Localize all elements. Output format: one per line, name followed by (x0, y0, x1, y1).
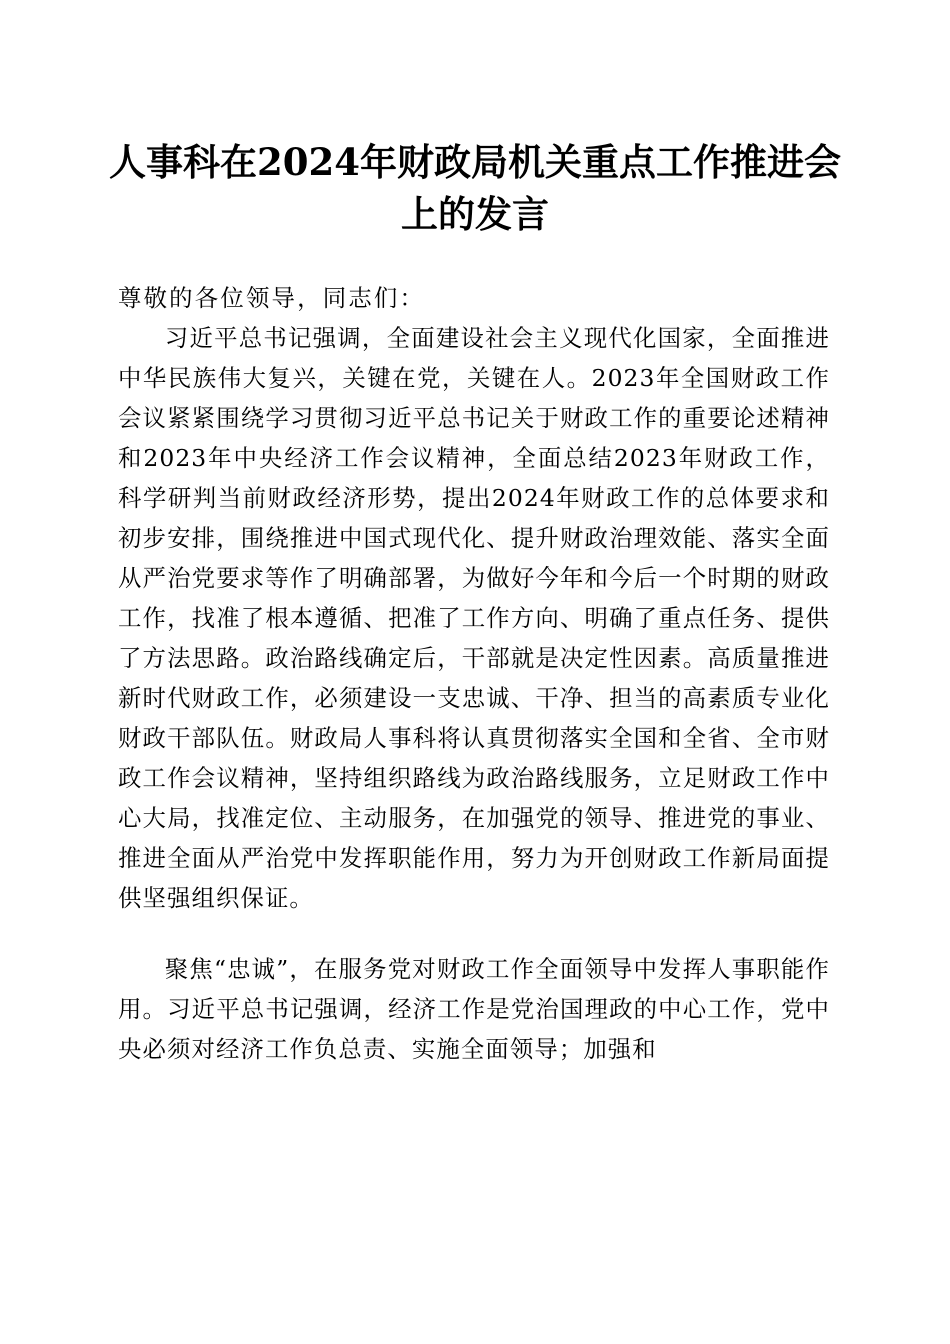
title-line-2: 上的发言 (401, 192, 549, 236)
paragraph-1: 习近平总书记强调，全面建设社会主义现代化国家，全面推进中华民族伟大复兴，关键在党，关键在人。2023年全国财政工作会议紧紧围绕学习贯彻习近平总书记关于财政工作的重要论述精神和2023年中央经济工作会议精神，全面总结2023年财政工作，科学研判当前财政经济形势，提出2024年财政工作的总体要求和初步安排，围绕推进中国式现代化、提升财政治理效能、落实全面从严治党要求等作了明确部署，为做好今年和今后一个时期的财政工作，找准了根本遵循、把准了工作方向、明确了重点任务、提供了方法思路。政治路线确定后，干部就是决定性因素。高质量推进新时代财政工作，必须建设一支忠诚、干净、担当的高素质专业化财政干部队伍。财政局人事科将认真贯彻落实全国和全省、全市财政工作会议精神，坚持组织路线为政治路线服务，立足财政工作中心大局，找准定位、主动服务，在加强党的领导、推进党的事业、推进全面从严治党中发挥职能作用，努力为开创财政工作新局面提供坚强组织保证。 (118, 324, 830, 912)
document-body (118, 278, 830, 1069)
paragraph-gap (118, 918, 830, 949)
document-title (100, 136, 850, 240)
title-line-1: 人事科在2024年财政局机关重点工作推进会 (109, 140, 841, 184)
paragraph-2: 聚焦“忠诚”，在服务党对财政工作全面领导中发挥人事职能作用。习近平总书记强调，经济工作是党治国理政的中心工作，党中央必须对经济工作负总责、实施全面领导；加强和 (118, 955, 830, 1063)
salutation: 尊敬的各位领导，同志们： (118, 284, 426, 312)
